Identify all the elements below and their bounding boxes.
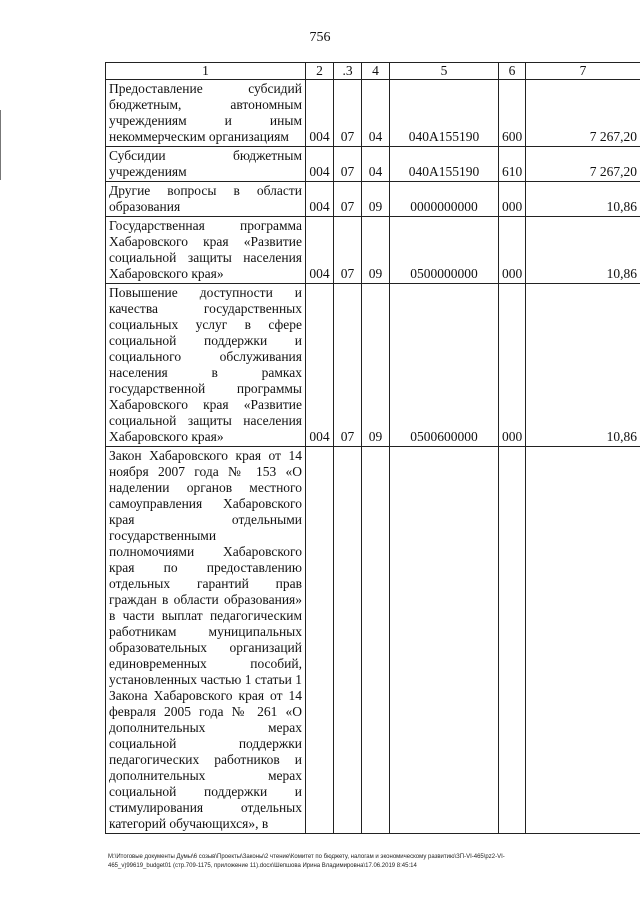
row-subsection-code (362, 447, 390, 834)
row-section-code: 07 (334, 217, 362, 284)
row-amount (526, 447, 640, 834)
row-target-code: 040А155190 (390, 147, 499, 182)
row-subsection-code: 09 (362, 284, 390, 447)
row-name: Закон Хабаровского края от 14 ноября 2007 года № 153 «О наделении органов местного самоуправления Хабаровского края отдельными государственными полномочиями Хабаровского края по предоставлению отдельных гарантий прав граждан в области образования» в части выплат педагогическим работникам муниципальных образовательных организаций единовременных пособий, установленных частью 1 статьи 1 Закона Хабаровского края от 14 февраля 2005 года № 261 «О дополнительных мерах социальной поддержки педагогических работников и дополнительных мерах социальной поддержки и стимулирования отдельных категорий обучающихся», в (106, 447, 306, 834)
row-amount: 10,86 (526, 284, 640, 447)
row-target-code: 0500600000 (390, 284, 499, 447)
table-row (106, 217, 640, 284)
row-admin-code (306, 447, 334, 834)
row-admin-code: 004 (306, 217, 334, 284)
row-amount: 10,86 (526, 217, 640, 284)
header-col-1: 1 (106, 63, 306, 80)
header-col-4: 4 (362, 63, 390, 80)
row-name: Предоставление субсидий бюджетным, автономным учреждениям и иным некоммерческим организациям (106, 80, 306, 147)
scan-margin-mark (0, 110, 1, 180)
row-expense-type (499, 447, 526, 834)
row-expense-type: 610 (499, 147, 526, 182)
row-amount: 7 267,20 (526, 147, 640, 182)
row-section-code: 07 (334, 80, 362, 147)
row-name: Субсидии бюджетным учреждениям (106, 147, 306, 182)
row-expense-type: 600 (499, 80, 526, 147)
footer-line: М:\Итоговые документы Думы\6 созыв\Проекты\Законы\2 чтение\Комитет по бюджету, налогам и экономическому развитию\ЗП-VI-465\pz2-VI- (108, 854, 505, 860)
row-admin-code: 004 (306, 80, 334, 147)
budget-table (105, 62, 640, 834)
row-section-code (334, 447, 362, 834)
header-col-5: 5 (390, 63, 499, 80)
row-name: Государственная программа Хабаровского края «Развитие социальной защиты населения Хабаровского края» (106, 217, 306, 284)
row-section-code: 07 (334, 284, 362, 447)
row-name: Другие вопросы в области образования (106, 182, 306, 217)
row-admin-code: 004 (306, 284, 334, 447)
table-row (106, 182, 640, 217)
row-admin-code: 004 (306, 182, 334, 217)
row-target-code: 0000000000 (390, 182, 499, 217)
row-subsection-code: 09 (362, 182, 390, 217)
header-col-3: .3 (334, 63, 362, 80)
table-row (106, 284, 640, 447)
header-col-2: 2 (306, 63, 334, 80)
row-amount: 7 267,20 (526, 80, 640, 147)
row-expense-type: 000 (499, 182, 526, 217)
row-subsection-code: 04 (362, 147, 390, 182)
row-target-code: 0500000000 (390, 217, 499, 284)
row-admin-code: 004 (306, 147, 334, 182)
row-expense-type: 000 (499, 217, 526, 284)
row-name: Повышение доступности и качества государственных социальных услуг в сфере социальной поддержки и социального обслуживания населения в рамках государственной программы Хабаровского края «Развитие социальной защиты населения Хабаровского края» (106, 284, 306, 447)
footer-line: 465_v)99619_budget01 (стр.709-1175, приложение 11).docx\Шепшова Ирина Владимировна\17.06.2019 8:45:14 (108, 863, 417, 869)
table-row (106, 147, 640, 182)
row-target-code (390, 447, 499, 834)
header-col-7: 7 (526, 63, 640, 80)
page-number: 756 (309, 30, 331, 45)
row-section-code: 07 (334, 147, 362, 182)
document-path-footer (108, 853, 623, 871)
table-header-row (106, 63, 640, 80)
table-row (106, 80, 640, 147)
table-row (106, 447, 640, 834)
row-expense-type: 000 (499, 284, 526, 447)
row-subsection-code: 09 (362, 217, 390, 284)
header-col-6: 6 (499, 63, 526, 80)
row-subsection-code: 04 (362, 80, 390, 147)
row-section-code: 07 (334, 182, 362, 217)
row-target-code: 040А155190 (390, 80, 499, 147)
row-amount: 10,86 (526, 182, 640, 217)
